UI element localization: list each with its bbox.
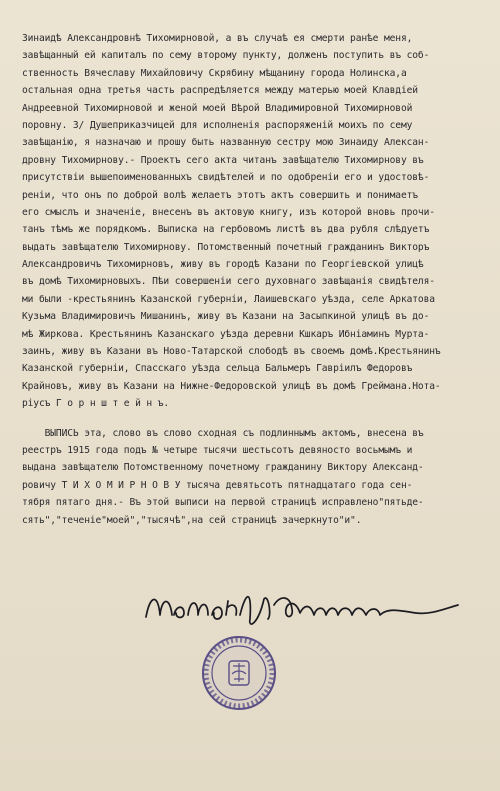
- text-line: его смыслъ и значенiе, внесенъ въ актовую книгу, изъ которой вновь прочи-: [22, 206, 435, 218]
- text-line: Казанской губернiи, Спасскаго уѣзда сельца Бальмеръ Гаврiилъ Федоровъ: [22, 363, 413, 375]
- text-line: Крайновъ, живу въ Казани на Нижне-Федоровской улицѣ въ домѣ Греймана.Нота-: [22, 380, 441, 392]
- notary-seal: [198, 632, 280, 714]
- notary-signature: [140, 585, 470, 635]
- text-line: ственность Вячеславу Михайловичу Скрябину мѣщанину города Нолинска,а: [22, 67, 407, 79]
- extract-line: тября пятаго дня.- Въ этой выписи на первой страницѣ исправлено"пятьде-: [22, 497, 424, 509]
- text-line: въ домѣ Тихомирновыхъ. Пѣи совершенiи сего духовнаго завѣщанiя свидѣтеля-: [22, 276, 435, 288]
- text-line: поровну. 3/ Душеприказчицей для исполненiя распоряженiй моихъ по сему: [22, 119, 413, 131]
- text-line: завѣщанiю, я назначаю и прошу быть названную сестру мою Зинаиду Алексан-: [22, 137, 430, 149]
- text-line: Кузьма Владимировичъ Мишанинъ, живу въ Казани на Засыпкиной улицѣ въ до-: [22, 311, 430, 323]
- extract-line: сять","теченiе"моей","тысячѣ",на сей страницѣ зачеркнуто"и".: [22, 514, 362, 526]
- extract-line: ВЫПИСЬ эта, слово въ слово сходная съ подлиннымъ актомъ, внесена въ: [22, 427, 424, 439]
- text-line: остальная одна третья часть распредѣляется между матерью моей Клавдiей: [22, 85, 418, 97]
- text-line: рiусъ Г о р н ш т е й н ъ.: [22, 398, 170, 410]
- text-line: танъ тѣмъ же порядкомъ. Выписка на гербовомъ листѣ въ два рубля слѣдуетъ: [22, 224, 430, 236]
- extract-line: ровичу Т И Х О М И Р Н О В У тысяча девятьсотъ пятнадцатаго года сен-: [22, 479, 413, 491]
- text-line: завѣщанный ей капиталъ по сему второму пункту, долженъ поступить въ соб-: [22, 50, 430, 62]
- text-line: Андреевной Тихомирновой и женой моей Вѣрой Владимировной Тихомирновой: [22, 102, 413, 114]
- text-line: выдать завѣщателю Тихомирнову. Потомственный почетный гражданинъ Викторъ: [22, 241, 430, 253]
- text-line: ренiи, что онъ по доброй волѣ желаетъ этотъ актъ совершить и понимаетъ: [22, 189, 418, 201]
- document-body: [22, 30, 484, 529]
- text-line: заинъ, живу въ Казани въ Ново-Татарской слободѣ въ своемъ домѣ.Крестьянинъ: [22, 346, 441, 358]
- text-line: Зинаидѣ Александровнѣ Тихомирновой, а въ случаѣ ея смерти ранѣе меня,: [22, 33, 413, 44]
- extract-line: выдана завѣщателю Потомственному почетному гражданину Виктору Александ-: [22, 462, 424, 474]
- text-line: присутствiи вышепоименованныхъ свидѣтелей и по одобренiи его и удостовѣ-: [22, 172, 430, 184]
- text-line: ми были -крестьянинъ Казанской губернiи, Лаишевскаго уѣзда, селе Аркатова: [22, 293, 435, 305]
- text-line: Александровичъ Тихомирновъ, живу въ городѣ Казани по Георгiевской улицѣ: [22, 259, 424, 271]
- text-line: мѣ Жиркова. Крестьянинъ Казанскаго уѣзда деревни Кшкаръ Ибнiаминъ Муртa-: [22, 328, 430, 340]
- paragraph-gap: [22, 413, 484, 425]
- text-line: дровну Тихомирнову.- Проектъ сего акта читанъ завѣщателю Тихомирнову въ: [22, 154, 424, 166]
- extract-line: реестръ 1915 года подъ № четыре тысячи шестьсотъ девяносто восьмымъ и: [22, 444, 413, 456]
